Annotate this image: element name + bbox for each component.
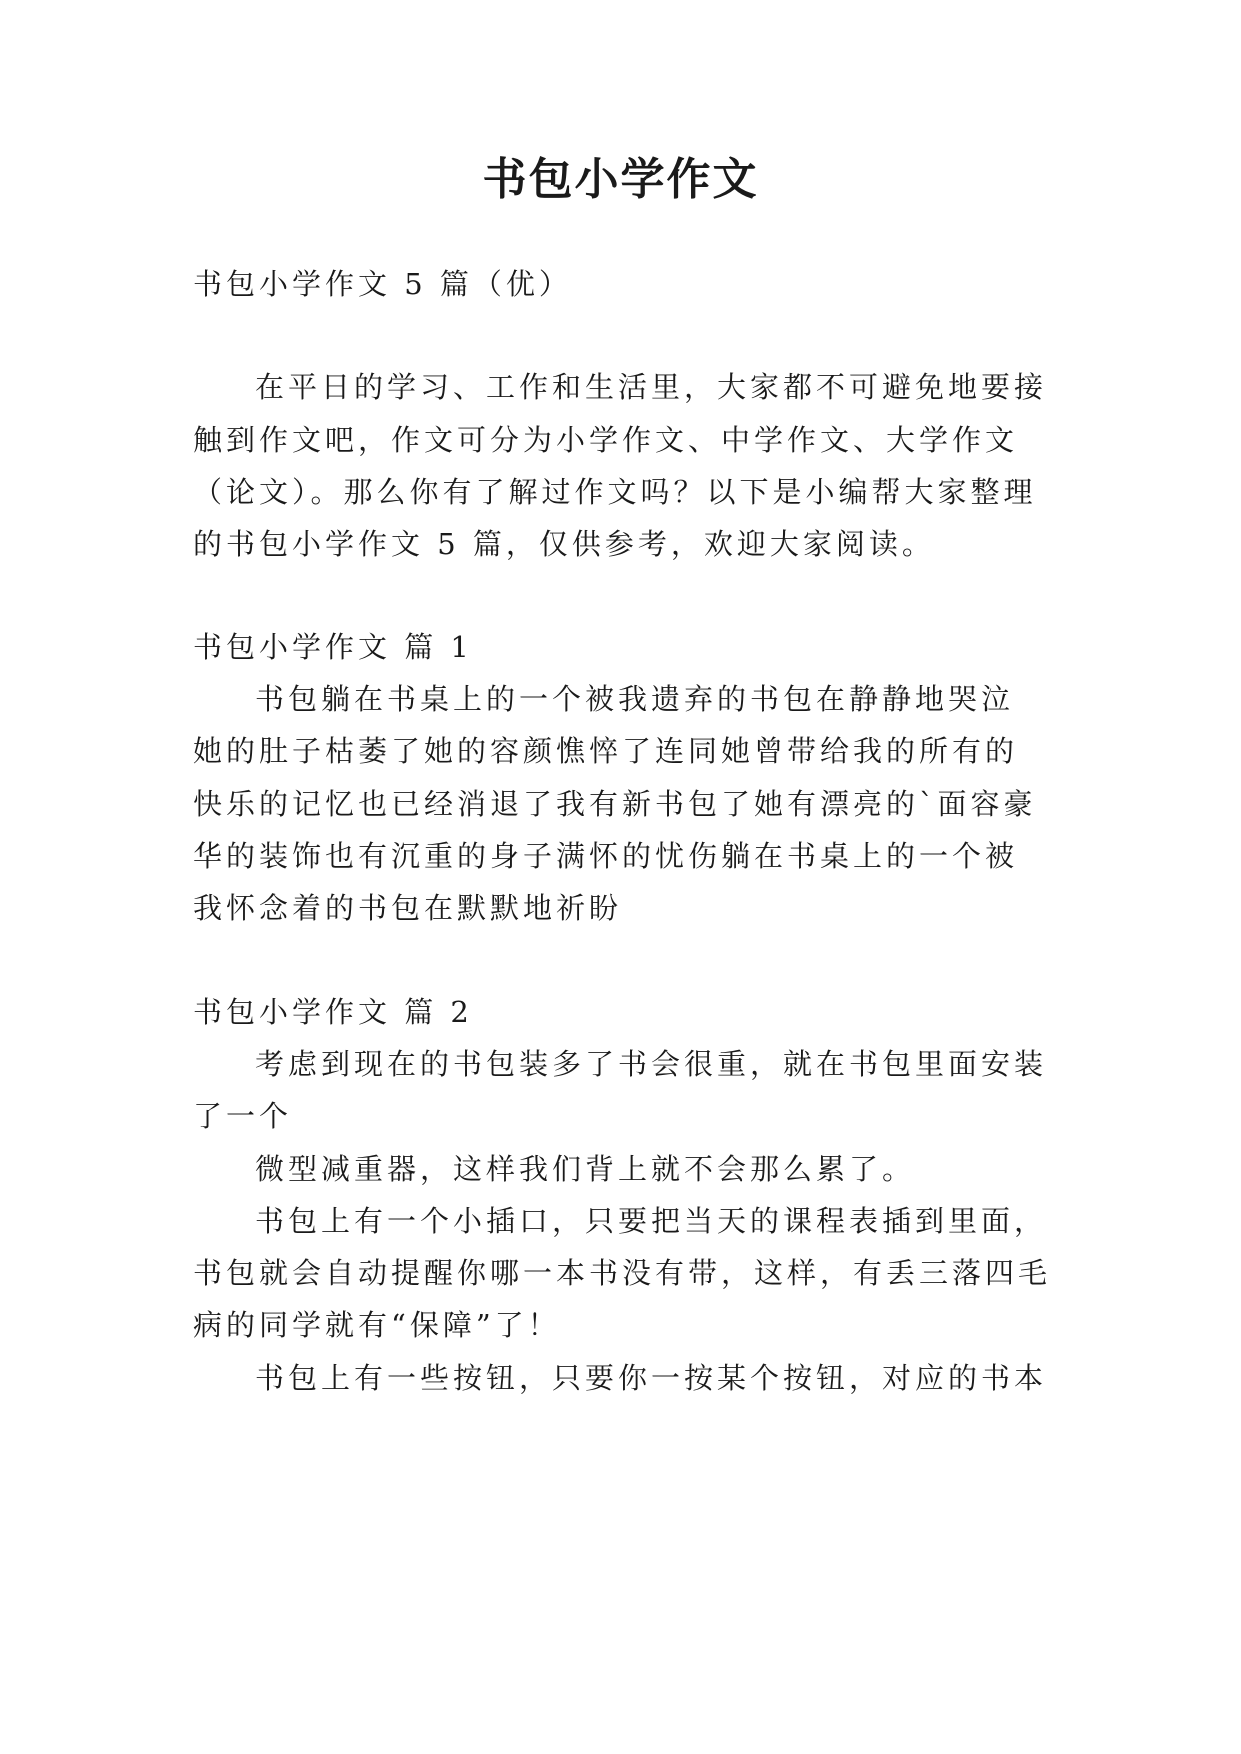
section-2-line: 考虑到现在的书包装多了书会很重，就在书包里面安装 — [255, 1047, 1048, 1081]
document-title: 书包小学作文 — [482, 154, 759, 205]
section-1-line: 华的装饰也有沉重的身子满怀的忧伤躺在书桌上的一个被 — [193, 839, 1019, 873]
section-1-line: 快乐的记忆也已经消退了我有新书包了她有漂亮的`面容豪 — [193, 787, 1037, 821]
section-2-line: 书包上有一些按钮，只要你一按某个按钮，对应的书本 — [255, 1361, 1048, 1395]
section-2-line: 微型减重器，这样我们背上就不会那么累了。 — [255, 1152, 916, 1186]
section-2-line: 书包上有一个小插口，只要把当天的课程表插到里面， — [255, 1204, 1048, 1238]
section-1-heading: 书包小学作文 篇 1 — [193, 630, 473, 664]
section-2-line: 书包就会自动提醒你哪一本书没有带，这样，有丢三落四毛 — [193, 1256, 1052, 1290]
section-2-line: 了一个 — [193, 1099, 293, 1133]
section-1-line: 我怀念着的书包在默默地祈盼 — [193, 891, 623, 925]
intro-line: 触到作文吧，作文可分为小学作文、中学作文、大学作文 — [193, 423, 1019, 457]
section-1-line: 书包躺在书桌上的一个被我遗弃的书包在静静地哭泣 — [255, 682, 1015, 716]
section-2-heading: 书包小学作文 篇 2 — [193, 995, 473, 1029]
intro-line: 在平日的学习、工作和生活里，大家都不可避免地要接 — [255, 370, 1048, 404]
intro-line: 的书包小学作文 5 篇，仅供参考，欢迎大家阅读。 — [193, 527, 935, 561]
section-1-line: 她的肚子枯萎了她的容颜憔悴了连同她曾带给我的所有的 — [193, 734, 1019, 768]
intro-line: （论文）。那么你有了解过作文吗？以下是小编帮大家整理 — [193, 475, 1037, 509]
document-subtitle: 书包小学作文 5 篇（优） — [193, 267, 572, 301]
section-2-line: 病的同学就有“保障”了！ — [193, 1308, 561, 1342]
